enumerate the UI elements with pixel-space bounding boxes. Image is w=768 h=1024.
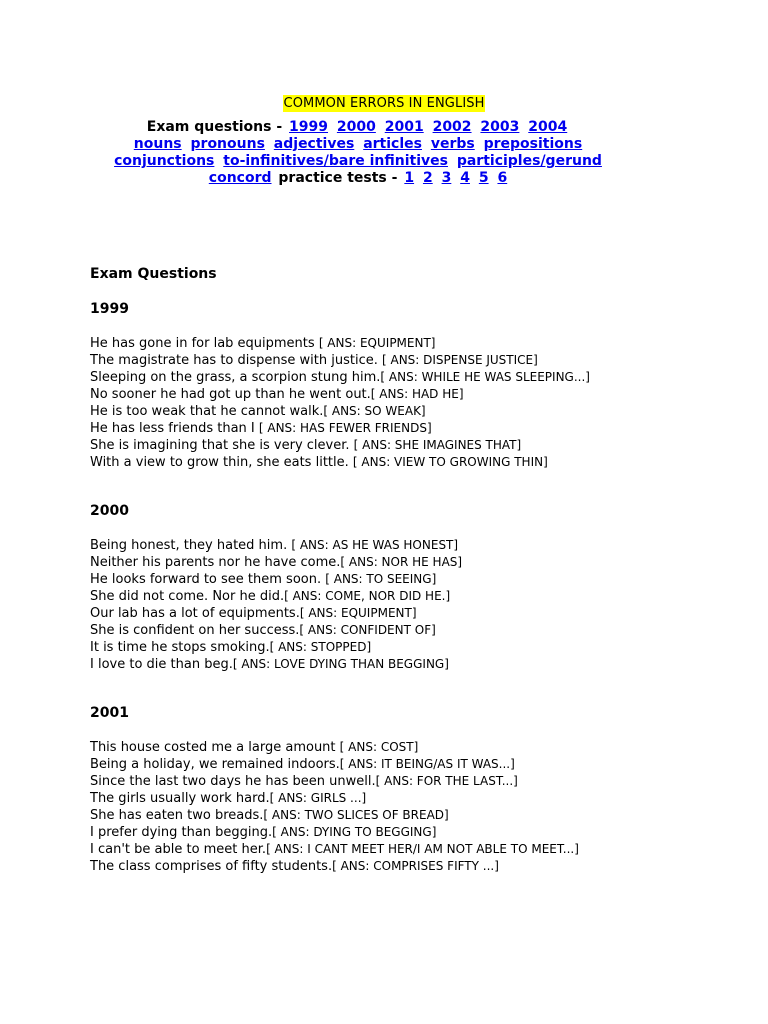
year-heading-1999: 1999 bbox=[90, 301, 129, 317]
question-text: The girls usually work hard. bbox=[90, 791, 270, 806]
section-heading: Exam Questions bbox=[90, 266, 217, 282]
question-line bbox=[90, 790, 750, 807]
question-line bbox=[90, 588, 750, 605]
question-text: She has eaten two breads. bbox=[90, 808, 264, 823]
answer-text: [ ANS: DYING TO BEGGING] bbox=[272, 825, 437, 839]
question-text: He looks forward to see them soon. bbox=[90, 572, 326, 587]
question-line bbox=[90, 656, 750, 673]
answer-text: [ ANS: FOR THE LAST...] bbox=[375, 774, 518, 788]
question-line bbox=[90, 403, 750, 420]
question-line bbox=[90, 807, 750, 824]
title-wrap bbox=[0, 92, 768, 112]
answer-text: [ ANS: IT BEING/AS IT WAS...] bbox=[339, 757, 515, 771]
question-text: He has gone in for lab equipments bbox=[90, 336, 319, 351]
answer-text: [ ANS: LOVE DYING THAN BEGGING] bbox=[232, 657, 449, 671]
year-link-2000[interactable]: 2000 bbox=[336, 119, 376, 135]
practice-test-link-1[interactable]: 1 bbox=[404, 170, 415, 186]
nav-row-topics-1 bbox=[2, 136, 714, 153]
question-text: Sleeping on the grass, a scorpion stung him. bbox=[90, 370, 381, 385]
answer-text: [ ANS: TO SEEING] bbox=[325, 572, 437, 586]
answer-text: [ ANS: TWO SLICES OF BREAD] bbox=[263, 808, 449, 822]
question-list bbox=[90, 537, 750, 673]
question-text: No sooner he had got up than he went out. bbox=[90, 387, 371, 402]
topic-link-participles-gerund[interactable]: participles/gerund bbox=[456, 153, 602, 169]
page-title: COMMON ERRORS IN ENGLISH bbox=[283, 96, 485, 111]
answer-text: [ ANS: CONFIDENT OF] bbox=[299, 623, 436, 637]
question-text: Since the last two days he has been unwell. bbox=[90, 774, 376, 789]
question-line bbox=[90, 739, 750, 756]
year-link-1999[interactable]: 1999 bbox=[289, 119, 329, 135]
year-link-2001[interactable]: 2001 bbox=[384, 119, 424, 135]
nav-row-years bbox=[2, 119, 714, 136]
question-line bbox=[90, 605, 750, 622]
answer-text: [ ANS: COMPRISES FIFTY ...] bbox=[332, 859, 499, 873]
question-line bbox=[90, 639, 750, 656]
topic-link-nouns[interactable]: nouns bbox=[133, 136, 182, 152]
answer-text: [ ANS: GIRLS ...] bbox=[269, 791, 367, 805]
topic-link-pronouns[interactable]: pronouns bbox=[190, 136, 265, 152]
question-line bbox=[90, 858, 750, 875]
answer-text: [ ANS: COST] bbox=[339, 740, 419, 754]
question-text: Being honest, they hated him. bbox=[90, 538, 292, 553]
question-line bbox=[90, 773, 750, 790]
question-line bbox=[90, 454, 750, 471]
practice-tests-label: practice tests - bbox=[278, 170, 398, 186]
question-text: Being a holiday, we remained indoors. bbox=[90, 757, 340, 772]
question-line bbox=[90, 824, 750, 841]
topic-link-verbs[interactable]: verbs bbox=[430, 136, 475, 152]
question-text: The class comprises of fifty students. bbox=[90, 859, 333, 874]
answer-text: [ ANS: SHE IMAGINES THAT] bbox=[353, 438, 522, 452]
year-link-2004[interactable]: 2004 bbox=[528, 119, 568, 135]
practice-test-link-4[interactable]: 4 bbox=[460, 170, 470, 186]
question-line bbox=[90, 420, 750, 437]
question-text: I prefer dying than begging. bbox=[90, 825, 273, 840]
nav-row-topics-2 bbox=[2, 153, 714, 170]
question-line bbox=[90, 841, 750, 858]
answer-text: [ ANS: I CANT MEET HER/I AM NOT ABLE TO MEET...] bbox=[266, 842, 579, 856]
question-line bbox=[90, 756, 750, 773]
practice-test-link-5[interactable]: 5 bbox=[478, 170, 489, 186]
question-text: It is time he stops smoking. bbox=[90, 640, 270, 655]
question-line bbox=[90, 554, 750, 571]
question-line bbox=[90, 571, 750, 588]
question-text: I love to die than beg. bbox=[90, 657, 233, 672]
question-text: He is too weak that he cannot walk. bbox=[90, 404, 324, 419]
question-text: I can't be able to meet her. bbox=[90, 842, 267, 857]
answer-text: [ ANS: AS HE WAS HONEST] bbox=[291, 538, 459, 552]
question-list bbox=[90, 335, 750, 471]
answer-text: [ ANS: COME, NOR DID HE.] bbox=[284, 589, 451, 603]
exam-content bbox=[90, 266, 750, 875]
answer-text: [ ANS: DISPENSE JUSTICE] bbox=[382, 353, 538, 367]
answer-text: [ ANS: STOPPED] bbox=[269, 640, 372, 654]
practice-test-link-6[interactable]: 6 bbox=[497, 170, 508, 186]
question-line bbox=[90, 335, 750, 352]
question-line bbox=[90, 386, 750, 403]
year-link-2003[interactable]: 2003 bbox=[480, 119, 520, 135]
question-list bbox=[90, 739, 750, 875]
question-text: The magistrate has to dispense with justice. bbox=[90, 353, 382, 368]
year-heading-2001: 2001 bbox=[90, 705, 129, 721]
practice-test-link-2[interactable]: 2 bbox=[422, 170, 433, 186]
answer-text: [ ANS: SO WEAK] bbox=[323, 404, 426, 418]
answer-text: [ ANS: HAD HE] bbox=[370, 387, 464, 401]
topic-link-adjectives[interactable]: adjectives bbox=[273, 136, 355, 152]
question-text: She is imagining that she is very clever. bbox=[90, 438, 354, 453]
question-text: He has less friends than I bbox=[90, 421, 259, 436]
nav-row-practice bbox=[2, 170, 714, 187]
question-text: Our lab has a lot of equipments. bbox=[90, 606, 300, 621]
question-line bbox=[90, 437, 750, 454]
practice-test-link-3[interactable]: 3 bbox=[441, 170, 452, 186]
year-link-2002[interactable]: 2002 bbox=[432, 119, 472, 135]
question-text: With a view to grow thin, she eats little. bbox=[90, 455, 353, 470]
question-line bbox=[90, 352, 750, 369]
question-line bbox=[90, 369, 750, 386]
topic-link-to-infinitives-bare-infinitives[interactable]: to-infinitives/bare infinitives bbox=[223, 153, 448, 169]
question-text: She is confident on her success. bbox=[90, 623, 300, 638]
answer-text: [ ANS: HAS FEWER FRIENDS] bbox=[258, 421, 432, 435]
answer-text: [ ANS: NOR HE HAS] bbox=[340, 555, 463, 569]
question-line bbox=[90, 537, 750, 554]
question-text: Neither his parents nor he have come. bbox=[90, 555, 341, 570]
nav-link-concord[interactable]: concord bbox=[208, 170, 272, 186]
topic-navigation bbox=[2, 119, 714, 187]
answer-text: [ ANS: EQUIPMENT] bbox=[318, 336, 436, 350]
year-heading-2000: 2000 bbox=[90, 503, 129, 519]
answer-text: [ ANS: WHILE HE WAS SLEEPING...] bbox=[380, 370, 590, 384]
answer-text: [ ANS: VIEW TO GROWING THIN] bbox=[352, 455, 548, 469]
topic-link-prepositions[interactable]: prepositions bbox=[483, 136, 583, 152]
question-line bbox=[90, 622, 750, 639]
question-text: This house costed me a large amount bbox=[90, 740, 340, 755]
question-text: She did not come. Nor he did. bbox=[90, 589, 285, 604]
topic-link-conjunctions[interactable]: conjunctions bbox=[114, 153, 215, 169]
topic-link-articles[interactable]: articles bbox=[363, 136, 422, 152]
answer-text: [ ANS: EQUIPMENT] bbox=[299, 606, 417, 620]
exam-questions-label: Exam questions - bbox=[146, 119, 283, 135]
